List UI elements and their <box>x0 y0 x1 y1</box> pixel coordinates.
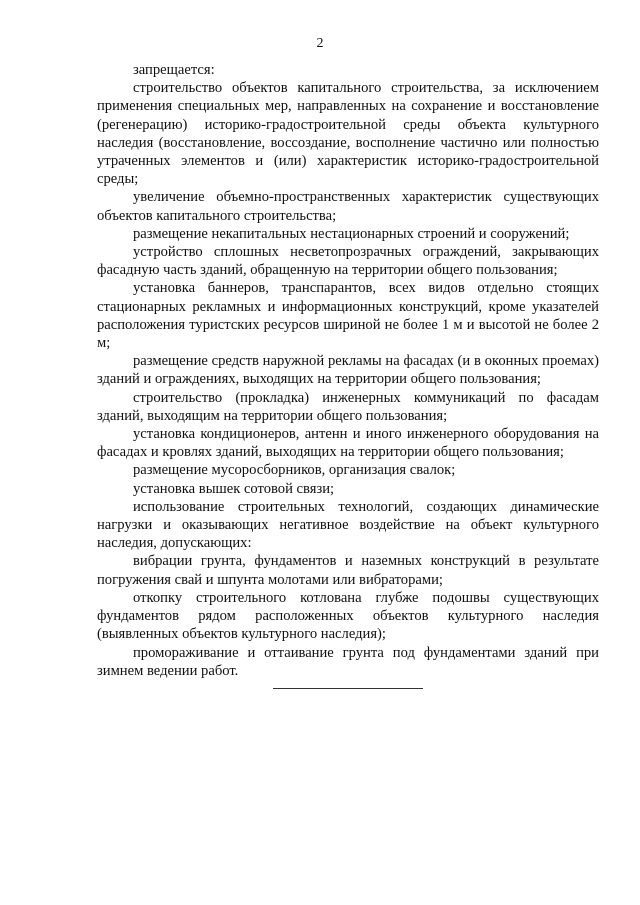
paragraph-banners: установка баннеров, транспарантов, всех видов отдельно стоящих стационарных рекламных и информационных конструкций, кроме указателей расположения туристских ресурсов шириной не более 1 м и высотой не более 2 м; <box>97 280 599 352</box>
paragraph-volume-increase: увеличение объемно-пространственных характеристик существующих объектов капитального строительства; <box>97 189 599 224</box>
paragraph-temporary-structures: размещение некапитальных нестационарных строений и сооружений; <box>133 225 570 242</box>
page-number: 2 <box>316 36 324 51</box>
paragraph-solid-fences: устройство сплошных несветопрозрачных ограждений, закрывающих фасадную часть зданий, обращенную на территории общего пользования; <box>97 244 599 279</box>
paragraph-utility-lines: строительство (прокладка) инженерных коммуникаций по фасадам зданий, выходящим на территории общего пользования; <box>97 389 599 424</box>
document-body <box>97 61 599 680</box>
paragraph-air-conditioners: установка кондиционеров, антенн и иного инженерного оборудования на фасадах и кровлях зданий, выходящих на территории общего пользования; <box>97 426 599 461</box>
paragraph-vibration: вибрации грунта, фундаментов и наземных конструкций в результате погружения свай и шпунта молотами или вибраторами; <box>97 553 599 588</box>
paragraph-freezing: промораживание и оттаивание грунта под фундаментами зданий при зимнем ведении работ. <box>97 644 599 679</box>
paragraph-cell-towers: установка вышек сотовой связи; <box>133 480 335 497</box>
closing-divider <box>273 688 423 689</box>
paragraph-prohibited-heading: запрещается: <box>133 62 215 78</box>
paragraph-excavation: откопку строительного котлована глубже подошвы существующих фундаментов рядом расположенных объектов культурного наследия (выявленных объектов культурного наследия); <box>97 589 599 643</box>
paragraph-waste-bins: размещение мусоросборников, организация свалок; <box>133 462 456 479</box>
paragraph-capital-construction: строительство объектов капитального строительства, за исключением применения специальных мер, направленных на сохранение и восстановление (регенерацию) историко-градостроительной среды объекта культурного наследия (восстановление, воссоздание, восполнение частично или полностью утраченных элементов и (или) характеристик историко-градостроительной среды; <box>97 80 599 188</box>
paragraph-outdoor-advertising: размещение средств наружной рекламы на фасадах (и в оконных проемах) зданий и ограждениях, выходящих на территории общего пользования; <box>97 353 599 388</box>
paragraph-construction-technologies: использование строительных технологий, создающих динамические нагрузки и оказывающих негативное воздействие на объект культурного наследия, допускающих: <box>97 498 599 552</box>
